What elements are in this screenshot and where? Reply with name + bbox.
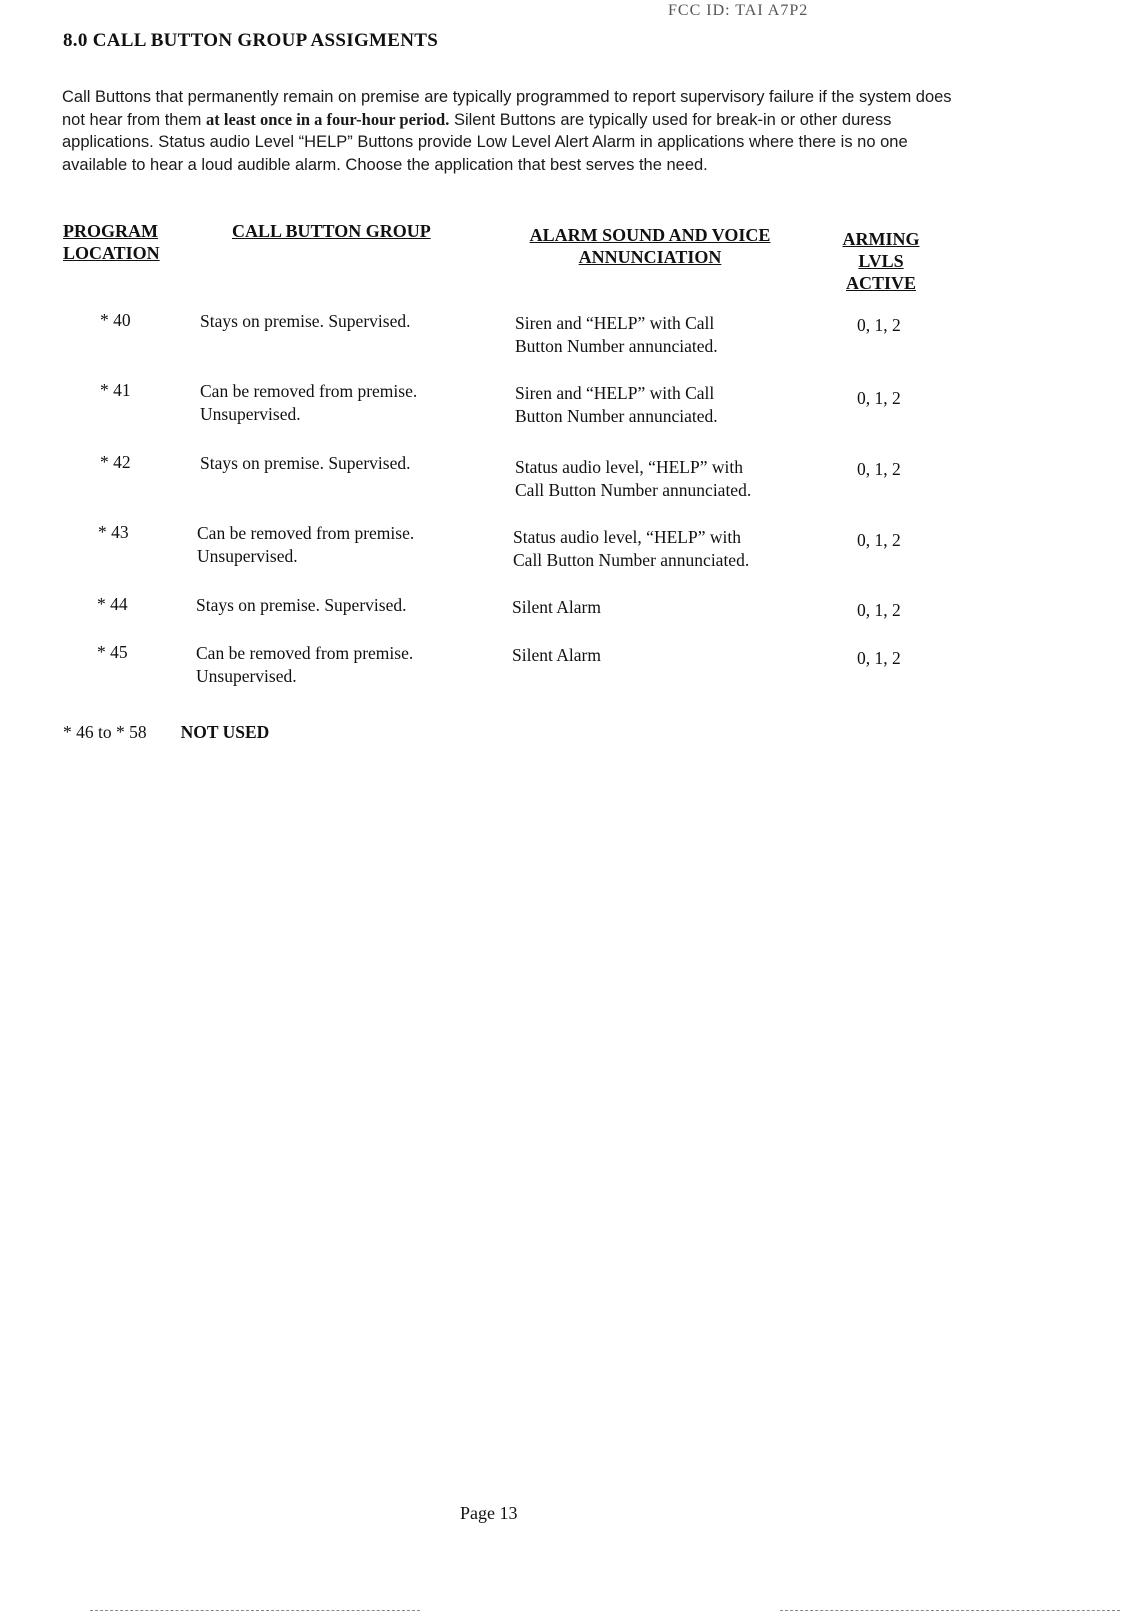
row-sound-line1: Siren and “HELP” with Call (515, 313, 715, 333)
row-location: * 40 (100, 310, 131, 330)
row-sound-line2: Button Number annunciated. (515, 336, 718, 356)
row-group-line1: Stays on premise. Supervised. (196, 595, 407, 615)
row-group (196, 642, 413, 688)
row-location: * 45 (97, 642, 128, 662)
intro-bold: at least once in a four-hour period. (205, 109, 450, 129)
row-sound-line1: Status audio level, “HELP” with (513, 527, 741, 547)
row-sound-line2: Button Number annunciated. (515, 406, 718, 426)
row-group (200, 380, 417, 426)
row-sound-line1: Silent Alarm (512, 597, 601, 617)
row-group (200, 310, 410, 333)
row-sound (515, 312, 807, 358)
row-group (196, 594, 406, 617)
header-call-button-group: CALL BUTTON GROUP (232, 221, 431, 241)
row-location: * 42 (100, 452, 131, 472)
row-sound-line1: Status audio level, “HELP” with (515, 457, 743, 477)
scan-artifact-line (780, 1610, 1120, 1611)
row-sound-line1: Silent Alarm (512, 645, 601, 665)
row-group-line2: Unsupervised. (197, 546, 298, 566)
header-arming: ARMING (842, 229, 920, 249)
header-alarm-sound-line2: ANNUNCIATION (578, 247, 722, 267)
not-used-label: NOT USED (180, 722, 270, 742)
header-program-location (63, 220, 160, 264)
row-group-line1: Can be removed from premise. (196, 643, 414, 663)
row-sound (512, 644, 804, 667)
row-location: * 41 (100, 380, 131, 400)
row-group-line1: Stays on premise. Supervised. (200, 453, 411, 473)
row-group (197, 522, 414, 568)
row-levels: 0, 1, 2 (857, 530, 901, 550)
header-alarm-sound (510, 224, 790, 268)
row-location: * 43 (98, 522, 129, 542)
fcc-id: FCC ID: TAI A7P2 (668, 2, 809, 19)
row-group-line2: Unsupervised. (196, 666, 297, 686)
row-location: * 44 (97, 594, 128, 614)
header-alarm-sound-line1: ALARM SOUND AND VOICE (529, 225, 771, 245)
row-group-line1: Stays on premise. Supervised. (200, 311, 411, 331)
row-sound-line2: Call Button Number annunciated. (515, 480, 752, 500)
intro-paragraph (62, 86, 952, 176)
row-levels: 0, 1, 2 (857, 315, 901, 335)
header-arming-levels (826, 228, 936, 294)
not-used-range: * 46 to * 58 (63, 722, 147, 742)
header-location: LOCATION (63, 243, 160, 263)
row-levels: 0, 1, 2 (857, 600, 901, 620)
row-group-line1: Can be removed from premise. (197, 523, 415, 543)
section-title: 8.0 CALL BUTTON GROUP ASSIGMENTS (63, 30, 439, 51)
row-sound (515, 382, 807, 428)
row-group (200, 452, 410, 475)
row-sound (515, 456, 807, 502)
row-group-line2: Unsupervised. (200, 404, 301, 424)
header-program: PROGRAM (63, 221, 158, 241)
header-active: ACTIVE (845, 273, 916, 293)
row-sound (513, 526, 805, 572)
row-levels: 0, 1, 2 (857, 459, 901, 479)
header-lvls: LVLS (858, 251, 904, 271)
intro-text-1: Call Buttons that permanently remain on premise are typically programmed to report supervisory failure if the system does not hear from them (62, 88, 952, 129)
page-number: Page 13 (460, 1503, 518, 1523)
row-sound (512, 596, 804, 619)
row-group-line1: Can be removed from premise. (200, 381, 418, 401)
not-used-row (63, 722, 269, 743)
intro-text-2: Silent Buttons are typically used for break-in or other duress applications. Status audio Level “HELP” Buttons provide Low Level Alert Alarm in applications where there is no one available to hear a loud audible alarm. Choose the application that best serves the need. (62, 110, 908, 174)
row-levels: 0, 1, 2 (857, 648, 901, 668)
row-levels: 0, 1, 2 (857, 388, 901, 408)
scan-artifact-line (90, 1610, 420, 1611)
row-sound-line1: Siren and “HELP” with Call (515, 383, 715, 403)
row-sound-line2: Call Button Number annunciated. (513, 550, 750, 570)
